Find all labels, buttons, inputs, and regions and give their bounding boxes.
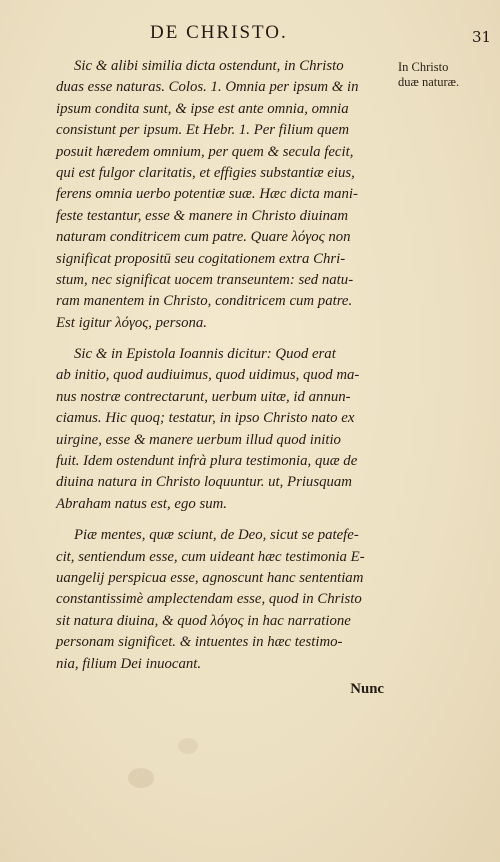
paragraph-gap xyxy=(56,515,394,525)
text-line: diuina natura in Christo loquuntur. ut, Priusquam xyxy=(56,474,352,491)
text-line: uangelij perspicua esse, agnoscunt hanc sententiam xyxy=(56,569,364,586)
text-line: uirgine, esse & manere uerbum illud quod initio xyxy=(56,431,341,448)
text-line: ciamus. Hic quoq; testatur, in ipso Christo nato ex xyxy=(56,410,355,427)
text-line: duas esse naturas. Colos. 1. Omnia per ipsum & in xyxy=(56,79,359,96)
text-line: constantissimè amplectendam esse, quod in Christo xyxy=(56,591,362,608)
text-line: Sic & alibi similia dicta ostendunt, in Christo xyxy=(74,58,344,74)
text-line: Sic & in Epistola Ioannis dicitur: Quod erat xyxy=(74,346,336,363)
text-line: ferens omnia uerbo potentiæ suæ. Hæc dicta mani- xyxy=(56,186,358,203)
text-line: personam significet. & intuentes in hæc testimo- xyxy=(56,634,343,651)
text-line: feste testantur, esse & manere in Christo diuinam xyxy=(56,207,349,224)
text-line: consistunt per ipsum. Et Hebr. 1. Per filium quem xyxy=(56,122,350,139)
text-line: nus nostræ contrectarunt, uerbum uitæ, id annun- xyxy=(56,388,351,405)
marginal-note xyxy=(398,60,498,90)
body-text xyxy=(56,56,394,700)
text-line: Abraham natus est, ego sum. xyxy=(56,495,227,512)
page-number: 31 xyxy=(472,28,492,46)
catchword: Nunc xyxy=(350,680,384,697)
page-stain xyxy=(178,738,198,754)
text-line: posuit hæredem omnium, per quem & secula fecit, xyxy=(56,143,354,160)
paragraph-gap xyxy=(56,334,394,344)
text-line: fuit. Idem ostendunt infrà plura testimonia, quæ de xyxy=(56,453,358,470)
running-head: DE CHRISTO. xyxy=(150,22,288,43)
text-line: ab initio, quod audiuimus, quod uidimus, quod ma- xyxy=(56,367,360,384)
page-stain xyxy=(128,768,154,788)
text-line: cit, sentiendum esse, cum uideant hæc testimonia E- xyxy=(56,548,365,565)
paragraph xyxy=(56,344,394,515)
text-line: stum, nec significat uocem transeuntem: sed natu- xyxy=(56,271,354,288)
page-header xyxy=(0,20,500,50)
text-line: ipsum condita sunt, & ipse est ante omnia, omnia xyxy=(56,100,349,117)
text-line: naturam conditricem cum patre. Quare λόγος non xyxy=(56,229,351,246)
text-line: qui est fulgor claritatis, et effigies substantiæ eius, xyxy=(56,164,355,181)
text-line: ram manentem in Christo, conditricem cum patre. xyxy=(56,293,353,310)
paragraph xyxy=(56,56,394,334)
paragraph xyxy=(56,525,394,675)
text-line: Est igitur λόγος, persona. xyxy=(56,314,208,331)
text-line: Piæ mentes, quæ sciunt, de Deo, sicut se patefe- xyxy=(74,527,359,544)
text-line: nia, filium Dei inuocant. xyxy=(56,655,202,672)
marginal-note-line: duæ naturæ. xyxy=(398,75,460,89)
text-line: significat propositū seu cogitationem extra Chri- xyxy=(56,250,346,267)
text-line: sit natura diuina, & quod λόγος in hac narratione xyxy=(56,612,351,629)
marginal-note-line: In Christo xyxy=(398,60,449,74)
